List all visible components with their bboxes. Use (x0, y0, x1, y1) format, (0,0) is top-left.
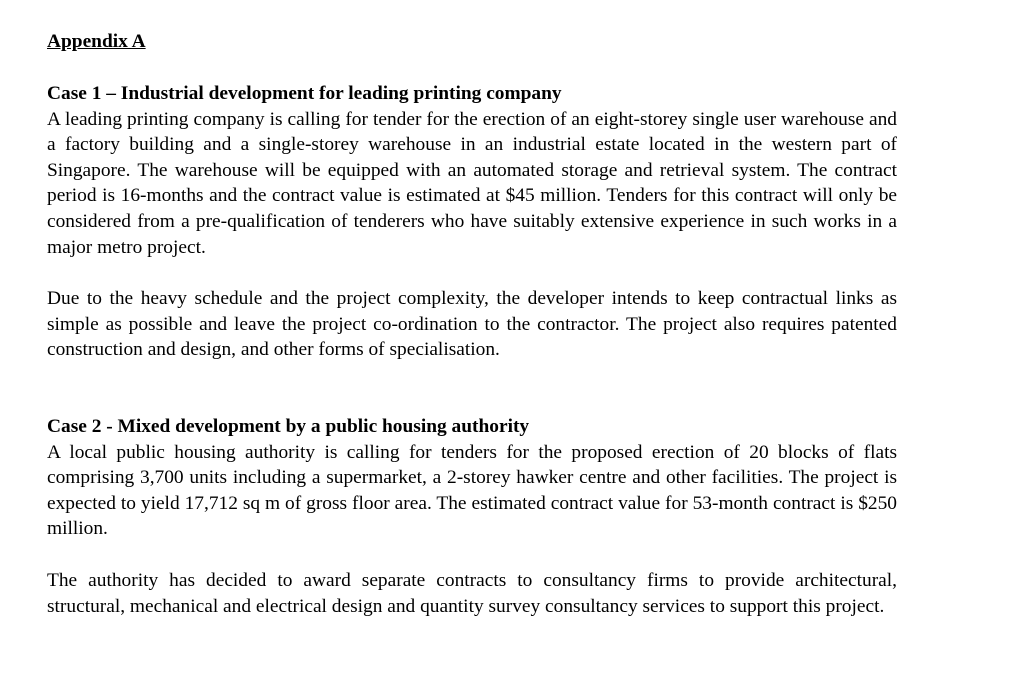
case-1-section (47, 81, 897, 363)
case-1-paragraph-2: Due to the heavy schedule and the project complexity, the developer intends to keep contractual links as simple as possible and leave the project co-ordination to the contractor. The project also requires patented construction and design, and other forms of specialisation. (47, 288, 897, 361)
document-page (47, 29, 897, 619)
case-2-section (47, 414, 897, 619)
case-2-title: Case 2 - Mixed development by a public housing authority (47, 415, 530, 437)
case-1-title: Case 1 – Industrial development for leading printing company (47, 83, 562, 104)
case-1-paragraph-1: A leading printing company is calling for tender for the erection of an eight-storey single user warehouse and a factory building and a single-storey warehouse in an industrial estate located in the western part of Singapore. The warehouse will be equipped with an automated storage and retrieval system. The contract period is 16-months and the contract value is estimated at $45 million. Tenders for this contract will only be considered from a pre-qualification of tenderers who have suitably extensive experience in such works in a major metro project. (47, 108, 897, 258)
appendix-heading: Appendix A (47, 31, 146, 52)
case-2-paragraph-1: A local public housing authority is calling for tenders for the proposed erection of 20 blocks of flats comprising 3,700 units including a supermarket, a 2-storey hawker centre and other facilities. The project is expected to yield 17,712 sq m of gross floor area. The estimated contract value for 53-month contract is $250 million. (47, 441, 897, 540)
case-2-paragraph-2: The authority has decided to award separate contracts to consultancy firms to provide architectural, structural, mechanical and electrical design and quantity survey consultancy services to support this project. (47, 569, 897, 617)
